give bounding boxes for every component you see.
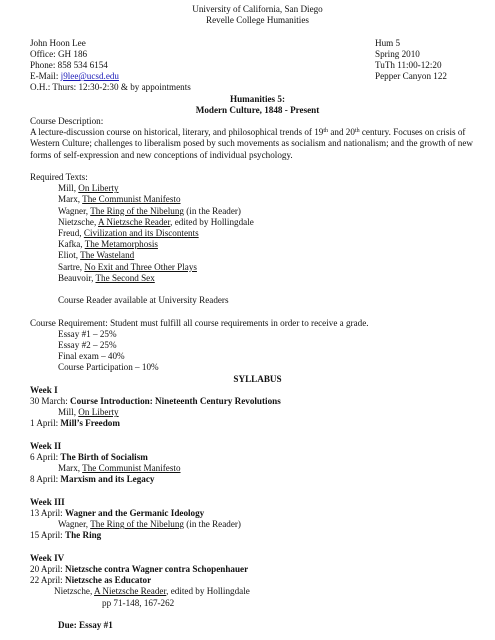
text-title: On Liberty	[78, 183, 119, 194]
required-texts-label: Required Texts:	[30, 171, 88, 182]
text-author: Kafka,	[58, 239, 85, 250]
entry-topic: Course Introduction: Nineteenth Century Revolutions	[70, 395, 281, 406]
text-title: The Second Sex	[95, 272, 155, 283]
entry-date: 30 March:	[30, 395, 71, 406]
required-text-item	[58, 217, 485, 228]
reading-title: A Nietzsche Reader	[94, 586, 167, 597]
entry-topic: Wagner and the Germanic Ideology	[64, 507, 205, 518]
schedule-entry	[30, 530, 485, 541]
description-part2: and 20	[328, 127, 355, 138]
text-author: Nietzsche,	[58, 216, 99, 227]
entry-topic: The Birth of Socialism	[60, 451, 148, 462]
text-title: The Metamorphosis	[84, 239, 158, 250]
entry-topic: Nietzsche as Educator	[64, 575, 152, 586]
syllabus-heading: SYLLABUS	[233, 373, 282, 384]
requirements-label: Course Requirement: Student must fulfill all course requirements in order to receive a grade.	[30, 317, 369, 328]
reading-note: , edited by Hollingdale	[166, 586, 250, 597]
reading-title: The Ring of the Nibelung	[90, 519, 184, 530]
reading-author: Marx,	[58, 463, 83, 474]
text-note: , edited by Hollingdale	[170, 216, 254, 227]
reading-title: On Liberty	[78, 407, 119, 418]
required-text-item	[58, 273, 485, 284]
text-note: (in the Reader)	[183, 205, 241, 216]
text-title: A Nietzsche Reader	[98, 216, 171, 227]
phone: Phone: 858 534 6154	[30, 59, 108, 70]
text-title: No Exit and Three Other Plays	[84, 261, 197, 272]
entry-date: 13 April:	[30, 507, 65, 518]
requirement-item: Course Participation – 10%	[58, 362, 159, 373]
required-texts-list	[30, 183, 485, 306]
email-label: E-Mail:	[30, 71, 61, 82]
description-label: Course Description:	[30, 115, 104, 126]
required-text-item	[58, 194, 485, 205]
reading-author: Mill,	[58, 407, 79, 418]
week-label: Week IV	[30, 552, 65, 563]
requirements-list	[30, 329, 485, 374]
header-college: Revelle College Humanities	[206, 15, 309, 26]
entry-date: 22 April:	[30, 575, 65, 586]
reading-author: Wagner,	[58, 519, 91, 530]
schedule-entry	[30, 564, 485, 575]
schedule-entry	[30, 508, 485, 519]
required-text-item	[58, 250, 485, 261]
entry-date: 8 April:	[30, 474, 61, 485]
requirement-item: Essay #1 – 25%	[58, 328, 117, 339]
entry-reading	[30, 463, 485, 474]
reading-title: The Communist Manifesto	[82, 463, 181, 474]
reading-note: (in the Reader)	[183, 519, 241, 530]
text-title: The Wasteland	[80, 250, 135, 261]
info-block	[30, 38, 485, 94]
requirement-item: Final exam – 40%	[58, 351, 125, 362]
office: Office: GH 186	[30, 48, 88, 59]
class-time: TuTh 11:00-12:20	[375, 59, 442, 70]
schedule-entry	[30, 396, 485, 407]
header-university: University of California, San Diego	[192, 4, 323, 14]
entry-topic: Nietzsche contra Wagner contra Schopenhauer	[64, 563, 249, 574]
entry-topic: Mill’s Freedom	[60, 418, 120, 429]
week-label: Week III	[30, 496, 65, 507]
schedule-entry	[30, 474, 485, 485]
text-title: The Communist Manifesto	[82, 194, 181, 205]
text-title: The Ring of the Nibelung	[90, 205, 184, 216]
description-text	[30, 127, 485, 161]
entry-reading	[30, 519, 485, 530]
reader-note: Course Reader available at University Readers	[58, 295, 229, 306]
reading-author: Nietzsche,	[54, 586, 95, 597]
office-hours: O.H.: Thurs: 12:30-2:30 & by appointments	[30, 82, 191, 93]
entry-date: 15 April:	[30, 530, 65, 541]
entry-topic: The Ring	[64, 530, 102, 541]
entry-reading	[30, 586, 485, 597]
entry-date: 1 April:	[30, 418, 61, 429]
term: Spring 2010	[375, 48, 420, 59]
reading-pages: pp 71-148, 167-262	[102, 597, 175, 608]
week-label: Week II	[30, 440, 62, 451]
required-text-item	[58, 228, 485, 239]
requirement-item: Essay #2 – 25%	[58, 339, 117, 350]
due-note: Due: Essay #1	[58, 619, 113, 630]
location: Pepper Canyon 122	[375, 71, 447, 82]
schedule-entry	[30, 452, 485, 463]
text-author: Marx,	[58, 194, 83, 205]
syllabus-page	[30, 4, 485, 631]
description-part1: A lecture-discussion course on historical, literary, and philosophical trends of 19	[30, 127, 324, 138]
text-author: Eliot,	[58, 250, 81, 261]
text-author: Freud,	[58, 227, 84, 238]
schedule-entry	[30, 575, 485, 586]
required-text-item	[58, 183, 485, 194]
text-author: Sartre,	[58, 261, 85, 272]
email-link[interactable]: j9lee@ucsd.edu	[60, 71, 119, 82]
course-number: Hum 5	[375, 37, 401, 48]
required-text-item	[58, 239, 485, 250]
text-author: Mill,	[58, 183, 79, 194]
entry-date: 20 April:	[30, 563, 65, 574]
description-sup2: th	[354, 128, 360, 135]
course-title-line2: Modern Culture, 1848 - Present	[195, 104, 320, 115]
text-author: Beauvoir,	[58, 272, 96, 283]
required-text-item	[58, 206, 485, 217]
text-title: Civilization and its Discontents	[83, 227, 199, 238]
description-sup1: th	[323, 128, 329, 135]
course-title-line1: Humanities 5:	[229, 93, 285, 104]
description-part3: century. Focuses on crisis of Western Culture; challenges to liberalism posed by such movements as socialism and nationalism; and the growth of new forms of self-expression and new conceptions of individual psychology.	[30, 127, 473, 160]
schedule-entry	[30, 418, 485, 429]
instructor-name: John Hoon Lee	[30, 37, 86, 48]
entry-reading	[30, 407, 485, 418]
entry-date: 6 April:	[30, 451, 61, 462]
required-text-item	[58, 262, 485, 273]
entry-topic: Marxism and its Legacy	[60, 474, 155, 485]
week-label: Week I	[30, 384, 58, 395]
text-author: Wagner,	[58, 205, 91, 216]
